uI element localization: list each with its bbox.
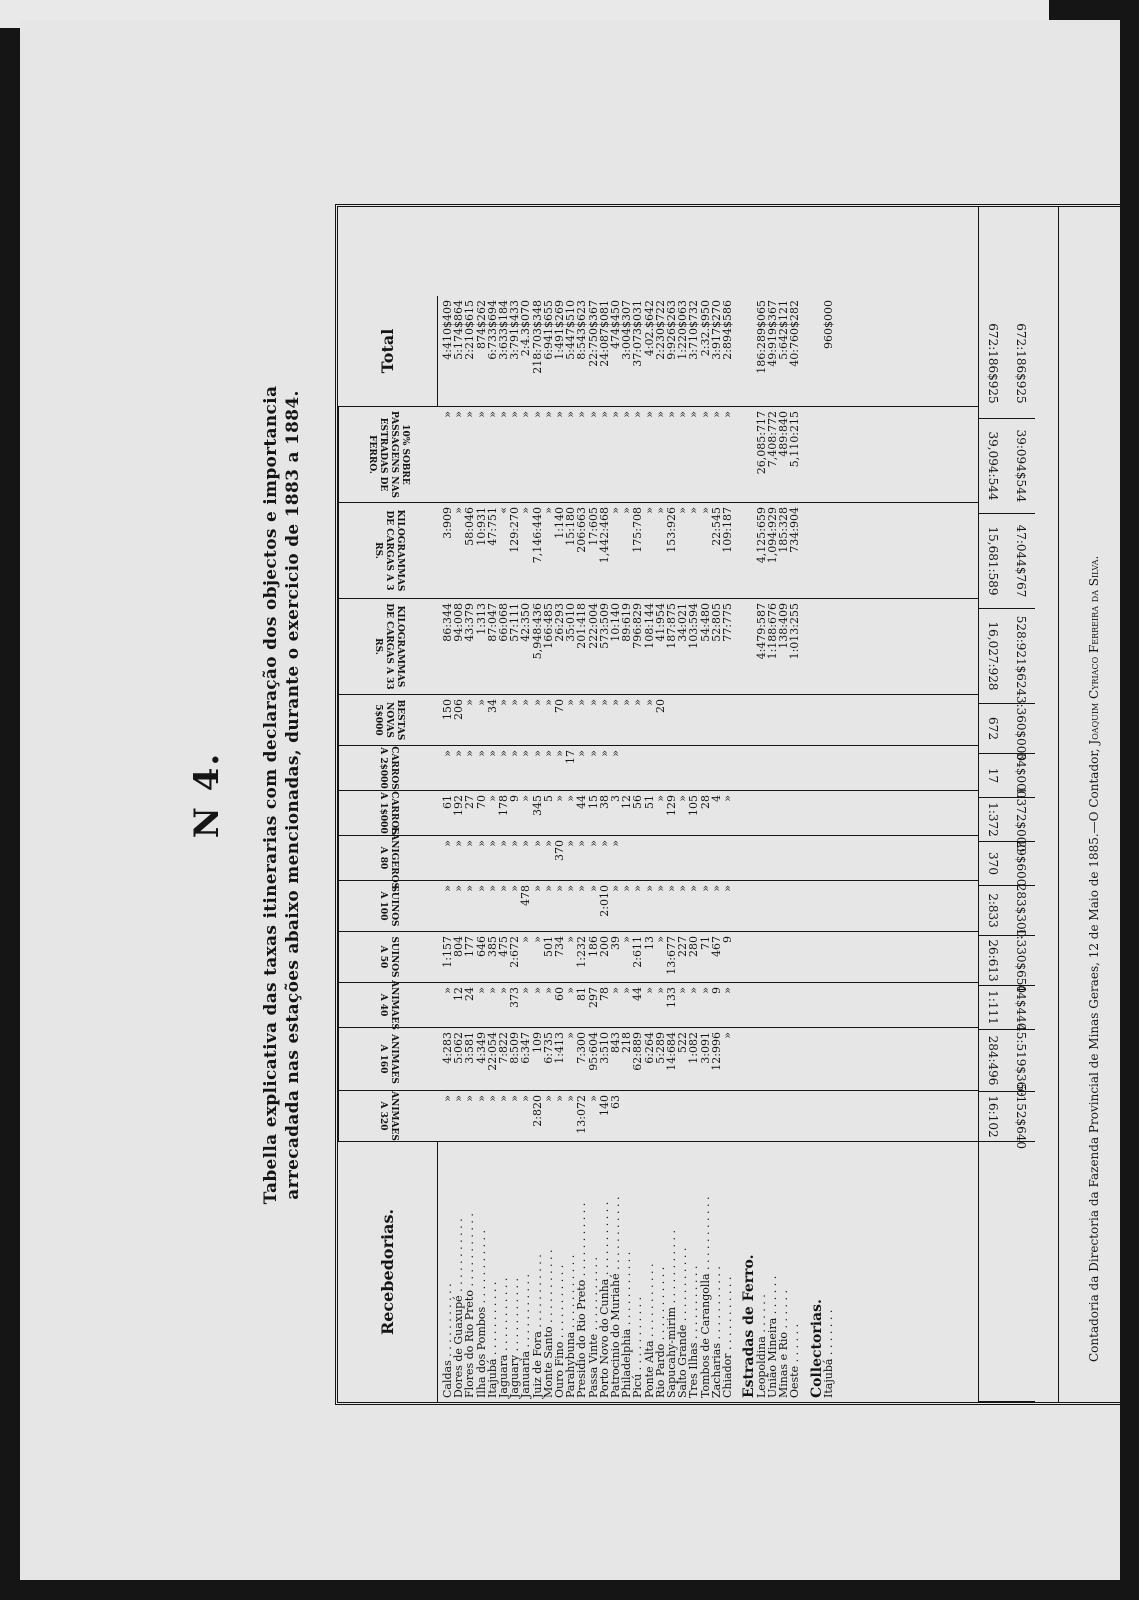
- total-count-cell: 1:372: [979, 798, 1007, 842]
- cell-value: »: [687, 411, 701, 418]
- cell-value: 3:633$184: [497, 300, 511, 360]
- cell-value: »: [676, 507, 690, 514]
- cell-value: 1:491$269: [553, 300, 567, 360]
- station-row: Rio Pardo . . . . . . . . . . .: [653, 1266, 667, 1398]
- c1000-values: 61 192 27 70 » 178 9 » 345 5 » » 44 15 38 3 12 56 51 » 129 » 105 28 4 »: [441, 795, 735, 816]
- total-column: [338, 296, 978, 406]
- s50-values: [438, 932, 733, 982]
- total-count-cell: 370: [979, 842, 1007, 886]
- cell-value: «: [497, 507, 511, 514]
- k33-header: KILOGRAMMAS DE CARGAS A 33 RS.: [338, 599, 438, 694]
- cell-value: 734:904: [788, 507, 802, 553]
- total-count-cell: 672:186$925: [979, 309, 1007, 419]
- cell-value: »: [452, 507, 466, 514]
- cell-value: 129:270: [508, 507, 522, 553]
- cell-value: 5:289: [653, 1032, 667, 1064]
- total-count-cell: 15,681:589: [979, 514, 1007, 609]
- cell-value: 874$262: [474, 300, 488, 349]
- table-number: N 4.: [187, 751, 227, 839]
- cell-value: 5:062: [452, 1032, 466, 1064]
- station-row: Monte Santo . . . . . . . . . . .: [541, 1249, 555, 1398]
- l80-values: » » » » » » » » » » 370 » » » » »: [441, 840, 623, 861]
- a40-header: ANIMAES A 40: [338, 983, 438, 1027]
- cell-value: 22:054: [485, 1032, 499, 1071]
- cell-value: 10:931: [474, 507, 488, 546]
- document-page: [20, 20, 1120, 1580]
- cell-value: 9:926$263: [665, 300, 679, 360]
- cell-value: »: [620, 411, 634, 418]
- table-grid: [338, 207, 979, 1402]
- cell-value: »: [530, 936, 544, 943]
- cell-value: 1:140: [553, 507, 567, 539]
- station-row: Flores do Rio Preto . . . . . . . . . . .: [463, 1213, 477, 1398]
- cell-value: 1,094:929: [765, 507, 779, 564]
- cell-value: 4:479:587: [754, 603, 768, 660]
- cell-value: 280: [687, 936, 701, 957]
- cell-value: »: [609, 411, 623, 418]
- cell-value: »: [620, 936, 634, 943]
- total-amount-cell: 5:152$640: [1007, 1092, 1035, 1142]
- cell-value: 109:187: [721, 507, 735, 553]
- total-amount-cell: 29$600: [1007, 842, 1035, 886]
- cell-value: 186:289$065: [754, 300, 768, 374]
- cell-value: 58:046: [463, 507, 477, 546]
- cell-value: »: [485, 411, 499, 418]
- cell-value: »: [564, 411, 578, 418]
- a160-header: ANIMAES A 160: [338, 1028, 438, 1090]
- cell-value: 200: [597, 936, 611, 957]
- cell-value: 41:954: [653, 603, 667, 642]
- station-row: Itajubá . . . . . . . . . . .: [485, 1281, 499, 1398]
- cell-value: »: [564, 936, 578, 943]
- footer-label-cell: [979, 1142, 1007, 1402]
- cell-value: 17:605: [586, 507, 600, 546]
- cell-value: 385: [485, 936, 499, 957]
- total-amount-cell: 45:519$360: [1007, 1030, 1035, 1092]
- cell-value: 22:750$367: [586, 300, 600, 367]
- total-amount-cell: 39:094$544: [1007, 419, 1035, 514]
- cell-value: 185:328: [777, 507, 791, 553]
- cell-value: 87:047: [485, 603, 499, 642]
- station-row: Ponte Alta . . . . . . . . . . .: [642, 1263, 656, 1398]
- cell-value: 166:485: [541, 603, 555, 649]
- cell-value: 1:232: [575, 936, 589, 968]
- station-row: Tombos de Carangolla . . . . . . . . . . .: [698, 1196, 712, 1398]
- cell-value: 6:733$694: [485, 300, 499, 360]
- cell-value: 843: [609, 1032, 623, 1053]
- cell-value: 5:447$510: [564, 300, 578, 360]
- cell-value: 103:594: [687, 603, 701, 649]
- total-count-cell: 284:496: [979, 1030, 1007, 1092]
- cell-value: 6:941$655: [541, 300, 555, 360]
- cell-value: 3:917$270: [709, 300, 723, 360]
- cell-value: 15:180: [564, 507, 578, 546]
- cell-value: »: [474, 411, 488, 418]
- cell-value: 8:509: [508, 1032, 522, 1064]
- pct-column: [338, 406, 978, 502]
- cell-value: 522: [676, 1032, 690, 1053]
- cell-value: 86:344: [441, 603, 454, 642]
- rotated-table-page: [185, 185, 1101, 1405]
- cell-value: 475: [497, 936, 511, 957]
- c1000-header: CARROS A 1$000: [338, 791, 438, 835]
- cell-value: 7:822: [497, 1032, 511, 1064]
- cell-value: »: [653, 411, 667, 418]
- cell-value: 6:264: [642, 1032, 656, 1064]
- l80-column: [338, 826, 978, 890]
- cell-value: 54:480: [698, 603, 712, 642]
- s100-values: » » » » » » » 478 » » » » » » 2:010 » » » » » » » » » » »: [441, 885, 735, 917]
- cell-value: 796:829: [631, 603, 645, 649]
- cell-value: 49:919$367: [765, 300, 779, 367]
- station-row: Jaguara . . . . . . . . . . .: [497, 1277, 511, 1398]
- cell-value: 37:073$031: [631, 300, 645, 367]
- cell-value: 804: [452, 936, 466, 957]
- total-count-cell: 16:102: [979, 1092, 1007, 1142]
- k33-column: [338, 598, 978, 694]
- station-row: Picú . . . . . . . . . . .: [631, 1296, 645, 1398]
- a320-header: ANIMAES A 320: [338, 1091, 438, 1141]
- cell-value: »: [642, 507, 656, 514]
- cell-value: 474$450: [609, 300, 623, 349]
- stations-list: [438, 1142, 834, 1402]
- cell-value: »: [653, 507, 667, 514]
- cell-value: »: [698, 411, 712, 418]
- cell-value: 2:230$722: [653, 300, 667, 360]
- signer-name: Joaquim Cyriaco Ferreira da Silva.: [1086, 555, 1101, 745]
- money-row: [1007, 207, 1035, 1402]
- cell-value: 13: [642, 936, 656, 950]
- cell-value: 62:889: [631, 1032, 645, 1071]
- cell-value: »: [687, 507, 701, 514]
- total-amount-cell: 528:921$624: [1007, 609, 1035, 704]
- cell-value: »: [519, 507, 533, 514]
- cell-value: 2:611: [631, 936, 645, 968]
- cell-value: 1:220$063: [676, 300, 690, 360]
- cell-value: »: [553, 411, 567, 418]
- cell-value: 201:418: [575, 603, 589, 649]
- signature-line: [1058, 207, 1128, 1402]
- k3-values: [438, 503, 801, 598]
- cell-value: 35:010: [564, 603, 578, 642]
- s100-header: SUINOS A 100: [338, 881, 438, 931]
- cell-value: 218: [620, 1032, 634, 1053]
- cell-value: »: [642, 411, 656, 418]
- cell-value: 186: [586, 936, 600, 957]
- station-row: Parahybuna . . . . . . . . . . .: [564, 1254, 578, 1398]
- cell-value: 47:751: [485, 507, 499, 546]
- cell-value: 13:677: [665, 936, 679, 975]
- railway-row: Minas e Rio . . . . . .: [777, 1290, 791, 1398]
- c2000-header: CARROS A 2$000: [338, 746, 438, 790]
- cell-value: »: [530, 411, 544, 418]
- station-row: Presidio do Rio Preto . . . . . . . . . . .: [575, 1202, 589, 1398]
- cell-value: »: [575, 411, 589, 418]
- cell-value: 4:349: [474, 1032, 488, 1064]
- cell-value: »: [709, 411, 723, 418]
- total-amount-cell: 47:044$767: [1007, 514, 1035, 609]
- total-amount-cell: 34$000: [1007, 754, 1035, 798]
- s50-header: SUINOS A 50: [338, 932, 438, 982]
- total-count-cell: 1:111: [979, 986, 1007, 1030]
- cell-value: 6:347: [519, 1032, 533, 1064]
- cell-value: 467: [709, 936, 723, 957]
- cell-value: 206:663: [575, 507, 589, 553]
- cell-value: 3:909: [441, 507, 454, 539]
- cell-value: »: [441, 411, 454, 418]
- section-estradas: Estradas de Ferro.: [741, 1254, 758, 1398]
- cell-value: 95:604: [586, 1032, 600, 1071]
- cell-value: 43:379: [463, 603, 477, 642]
- c1000-column: [338, 790, 978, 835]
- cell-value: 6:735: [541, 1032, 555, 1064]
- c2000-column: [338, 745, 978, 790]
- k3-header: KILOGRAMMAS DE CARGAS A 3 RS.: [338, 503, 438, 598]
- title-line-1: Tabella explicativa das taxas itinerarias com declaração dos objectos e importancia: [261, 385, 281, 1205]
- station-row: Patrocinio do Muriahé . . . . . . . . . . .: [609, 1196, 623, 1398]
- cell-value: 153:926: [665, 507, 679, 553]
- total-amount-cell: 672:186$925: [1007, 309, 1035, 419]
- cell-value: 5,948:436: [530, 603, 544, 660]
- cell-value: 2:210$615: [463, 300, 477, 360]
- cell-value: 1:157: [441, 936, 454, 968]
- k3-column: [338, 502, 978, 598]
- railway-row: Leopoldina . . . . . .: [754, 1294, 768, 1398]
- cell-value: 3:091: [698, 1032, 712, 1064]
- total-amount-cell: 44$440: [1007, 986, 1035, 1030]
- footer-label-cell: [1007, 1142, 1035, 1402]
- total-amount-cell: 1:330$650: [1007, 936, 1035, 986]
- stations-column: [338, 1141, 978, 1402]
- cell-value: 489:840: [777, 411, 791, 457]
- cell-value: 5,110:215: [788, 411, 802, 468]
- cell-value: 89:619: [620, 603, 634, 642]
- station-row: Zacharias . . . . . . . . . . .: [709, 1266, 723, 1398]
- cell-value: 4,125:659: [754, 507, 768, 564]
- cell-value: 175:708: [631, 507, 645, 553]
- bestas-header: BESTAS NOVAS 5$000: [338, 695, 438, 745]
- cell-value: 222:004: [586, 603, 600, 649]
- cell-value: 5:174$864: [452, 300, 466, 360]
- cell-value: 24:087$081: [597, 300, 611, 367]
- cell-value: 960$000: [821, 300, 835, 349]
- cell-value: 108:144: [642, 603, 656, 649]
- totals-row: [979, 207, 1007, 1402]
- cell-value: 501: [541, 936, 555, 957]
- station-row: Januaria . . . . . . . . . . .: [519, 1274, 533, 1398]
- cell-value: 66:068: [497, 603, 511, 642]
- title-line-2: arrecadada nas estações abaixo mencionadas, durante o exercicio de 1883 a 1884.: [283, 390, 303, 1200]
- station-row: Chiador . . . . . . . . . . .: [721, 1276, 735, 1398]
- cell-value: 1:413: [553, 1032, 567, 1064]
- collectoria-row: Itajubá . . . . . . .: [821, 1309, 835, 1398]
- cell-value: »: [541, 507, 555, 514]
- l80-header: LANIGEROS A 80: [338, 836, 438, 880]
- s50-column: [338, 931, 978, 982]
- station-row: Salto Grande . . . . . . . . . . .: [676, 1247, 690, 1398]
- station-row: Tres Ilhas . . . . . . . . . . .: [687, 1265, 701, 1398]
- bestas-column: [338, 694, 978, 745]
- cell-value: »: [665, 411, 679, 418]
- cell-value: »: [653, 936, 667, 943]
- station-row: Dores de Guaxupé . . . . . . . . . . .: [452, 1218, 466, 1398]
- s100-column: [338, 880, 978, 931]
- cell-value: 7:300: [575, 1032, 589, 1064]
- cell-value: 3:710$732: [687, 300, 701, 360]
- c2000-values: » » » » » » » » » » » 17 » » » »: [441, 750, 623, 764]
- cell-value: »: [519, 411, 533, 418]
- station-row: Philadelphia . . . . . . . . . . .: [620, 1251, 634, 1398]
- cell-value: 109: [530, 1032, 544, 1053]
- railway-row: União Mineira . . . . . .: [765, 1275, 779, 1398]
- cell-value: 7,146:440: [530, 507, 544, 564]
- cell-value: »: [721, 1032, 735, 1039]
- cell-value: 3:791$433: [508, 300, 522, 360]
- cell-value: 26:293: [553, 603, 567, 642]
- a320-column: [338, 1090, 978, 1141]
- cell-value: 187:875: [665, 603, 679, 649]
- section-collectorias: Collectorias.: [808, 1299, 825, 1398]
- cell-value: 26,085:717: [754, 411, 768, 475]
- total-count-cell: 16,027:928: [979, 609, 1007, 704]
- total-count-cell: 17: [979, 754, 1007, 798]
- cell-value: 40:760$282: [788, 300, 802, 367]
- station-row: Juiz de Fora . . . . . . . . . . .: [530, 1254, 544, 1398]
- stations-header: Recebedorias.: [338, 1142, 438, 1402]
- cell-value: 218:703$348: [530, 300, 544, 374]
- tax-table: [335, 204, 1131, 1405]
- cell-value: 2:672: [508, 936, 522, 968]
- station-row: Passa Vinte . . . . . . . . . . .: [586, 1256, 600, 1398]
- total-amount-cell: 283$300: [1007, 886, 1035, 936]
- total-count-cell: 39,094:544: [979, 419, 1007, 514]
- cell-value: 2:894$586: [721, 300, 735, 360]
- cell-value: 3:004$307: [620, 300, 634, 360]
- station-row: Ilha dos Pombos . . . . . . . . . . .: [474, 1229, 488, 1398]
- cell-value: 52:805: [709, 603, 723, 642]
- total-amount-cell: 3:360$000: [1007, 704, 1035, 754]
- cell-value: 94:008: [452, 603, 466, 642]
- a40-values: » 12 24 » » » 373 » » » 60 » 81 297 78 » » 44 » » 133 » » » 9 »: [441, 987, 735, 1008]
- cell-value: 57:111: [508, 603, 522, 642]
- cell-value: 71: [698, 936, 712, 950]
- cell-value: »: [564, 1032, 578, 1039]
- a320-values: » » » » » » » » 2:820 » » » 13:072 » 140 63: [441, 1095, 623, 1134]
- cell-value: 10:140: [609, 603, 623, 642]
- total-count-cell: 2:833: [979, 886, 1007, 936]
- cell-value: 1:082: [687, 1032, 701, 1064]
- pct-values: [438, 407, 801, 502]
- cell-value: 1:313: [474, 603, 488, 635]
- signature-text: Contadoria da Directoria da Fazenda Provincial de Minas Geraes, 12 de Maio de 1885.—O Contador,: [1086, 748, 1101, 1362]
- cell-value: 2:32.$950: [698, 300, 712, 357]
- cell-value: »: [597, 411, 611, 418]
- pct-header: 10% SOBRE PASSAGENS NAS ESTRADAS DE FERRO.: [338, 407, 438, 502]
- k33-values: [438, 599, 801, 694]
- cell-value: 9: [721, 936, 735, 943]
- cell-value: 4:02.$642: [642, 300, 656, 357]
- cell-value: »: [698, 507, 712, 514]
- total-values: [438, 296, 834, 406]
- cell-value: 138:409: [777, 603, 791, 649]
- railway-row: Oeste . . . . . .: [788, 1323, 802, 1398]
- cell-value: 177: [463, 936, 477, 957]
- cell-value: 734: [553, 936, 567, 957]
- cell-value: »: [463, 411, 477, 418]
- total-amount-cell: 1:372$000: [1007, 798, 1035, 842]
- title-block: [185, 185, 303, 1405]
- cell-value: 42:350: [519, 603, 533, 642]
- cell-value: »: [452, 411, 466, 418]
- cell-value: »: [519, 936, 533, 943]
- total-count-cell: 672: [979, 704, 1007, 754]
- cell-value: »: [497, 411, 511, 418]
- a160-values: [438, 1028, 733, 1090]
- cell-value: 7,408:772: [765, 411, 779, 468]
- cell-value: 1,442:468: [597, 507, 611, 564]
- total-header: Total: [338, 296, 438, 406]
- cell-value: 4:410$409: [441, 300, 454, 360]
- cell-value: »: [721, 411, 735, 418]
- total-count-cell: 26:613: [979, 936, 1007, 986]
- cell-value: 12:996: [709, 1032, 723, 1071]
- cell-value: 77:775: [721, 603, 735, 642]
- cell-value: 22:545: [709, 507, 723, 546]
- cell-value: 34:021: [676, 603, 690, 642]
- station-row: Jaguary . . . . . . . . . . .: [508, 1277, 522, 1398]
- station-row: Ouro Fino . . . . . . . . . . .: [553, 1264, 567, 1398]
- cell-value: »: [541, 411, 555, 418]
- station-row: Porto Novo do Cunha . . . . . . . . . . .: [597, 1201, 611, 1398]
- cell-value: 4:283: [441, 1032, 454, 1064]
- a160-column: [338, 1027, 978, 1090]
- cell-value: »: [586, 411, 600, 418]
- a40-column: [338, 980, 978, 1030]
- cell-value: 8:543$623: [575, 300, 589, 360]
- cell-value: 227: [676, 936, 690, 957]
- cell-value: »: [676, 411, 690, 418]
- cell-value: 5:642$121: [777, 300, 791, 360]
- cell-value: »: [631, 411, 645, 418]
- cell-value: 573:509: [597, 603, 611, 649]
- cell-value: »: [609, 507, 623, 514]
- cell-value: »: [620, 507, 634, 514]
- cell-value: 1:188:676: [765, 603, 779, 660]
- cell-value: 3:581: [463, 1032, 477, 1064]
- cell-value: 3:510: [597, 1032, 611, 1064]
- cell-value: 1:013:255: [788, 603, 802, 660]
- bestas-values: 150 206 » » 34 » » » » » 70 » » » » » » » » 20: [441, 699, 667, 720]
- cell-value: 39: [609, 936, 623, 950]
- cell-value: »: [508, 411, 522, 418]
- station-row: Caldas . . . . . . . . . . .: [441, 1283, 454, 1398]
- cell-value: 2:4.3$070: [519, 300, 533, 357]
- station-row: Sapucahy-mirim . . . . . . . . . . .: [665, 1229, 679, 1398]
- cell-value: 14:684: [665, 1032, 679, 1071]
- cell-value: 646: [474, 936, 488, 957]
